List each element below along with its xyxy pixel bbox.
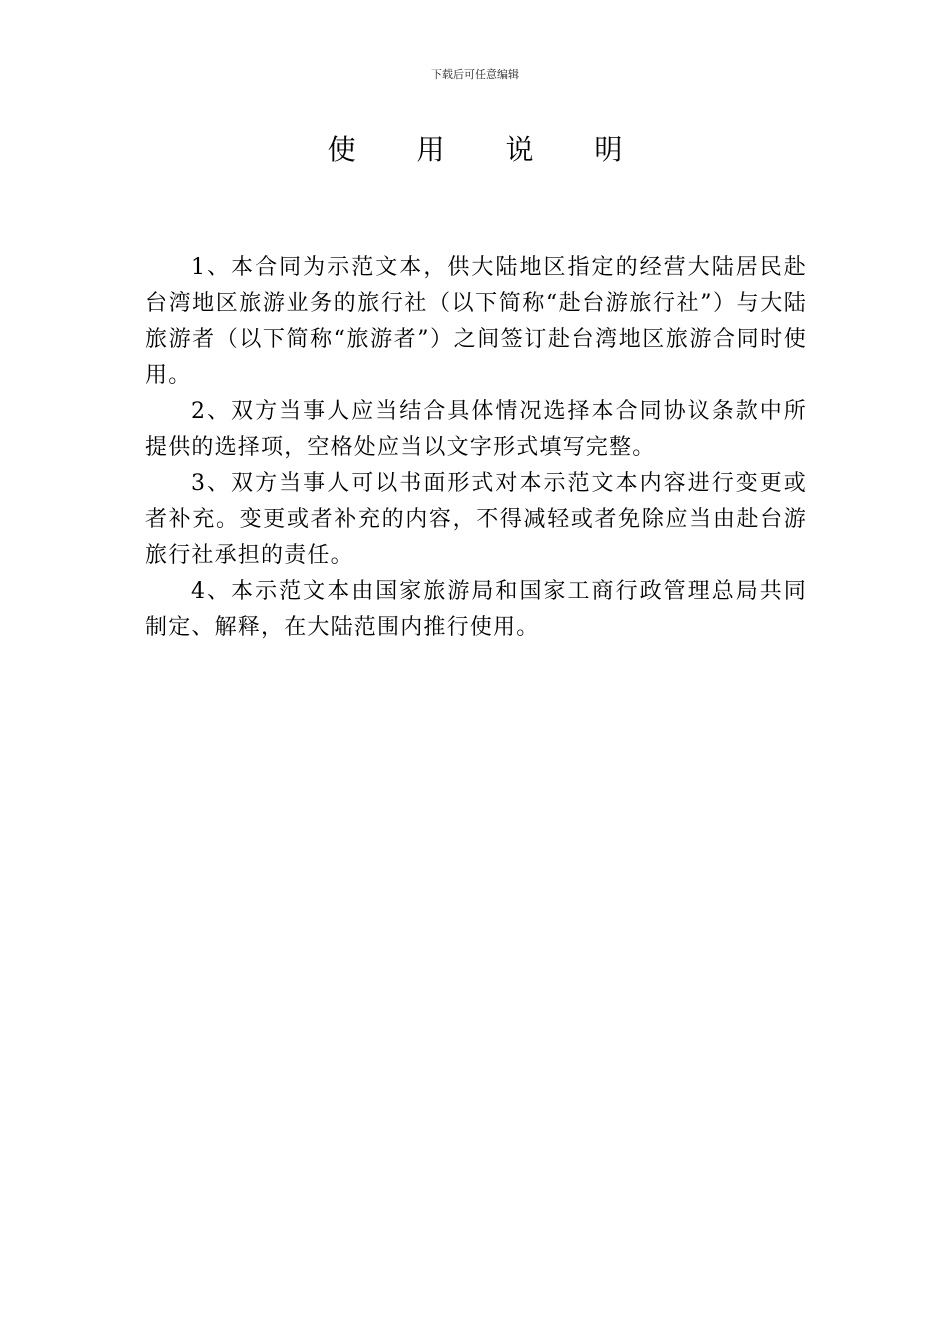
instruction-paragraph-4: 4、本示范文本由国家旅游局和国家工商行政管理总局共同制定、解释，在大陆范围内推行使用。 [145,579,807,640]
instruction-paragraph-3: 3、双方当事人可以书面形式对本示范文本内容进行变更或者补充。变更或者补充的内容，不得减轻或者免除应当由赴台游旅行社承担的责任。 [145,471,807,568]
header-note: 下载后可任意编辑 [431,68,519,81]
instruction-paragraph-2: 2、双方当事人应当结合具体情况选择本合同协议条款中所提供的选择项，空格处应当以文字形式填写完整。 [145,399,807,460]
page-title: 使 用 说 明 [327,133,649,166]
instruction-paragraph-1: 1、本合同为示范文本，供大陆地区指定的经营大陆居民赴台湾地区旅游业务的旅行社（以下简称“赴台游旅行社”）与大陆旅游者（以下简称“旅游者”）之间签订赴台湾地区旅游合同时使用。 [145,255,807,388]
instructions-body [145,250,807,646]
